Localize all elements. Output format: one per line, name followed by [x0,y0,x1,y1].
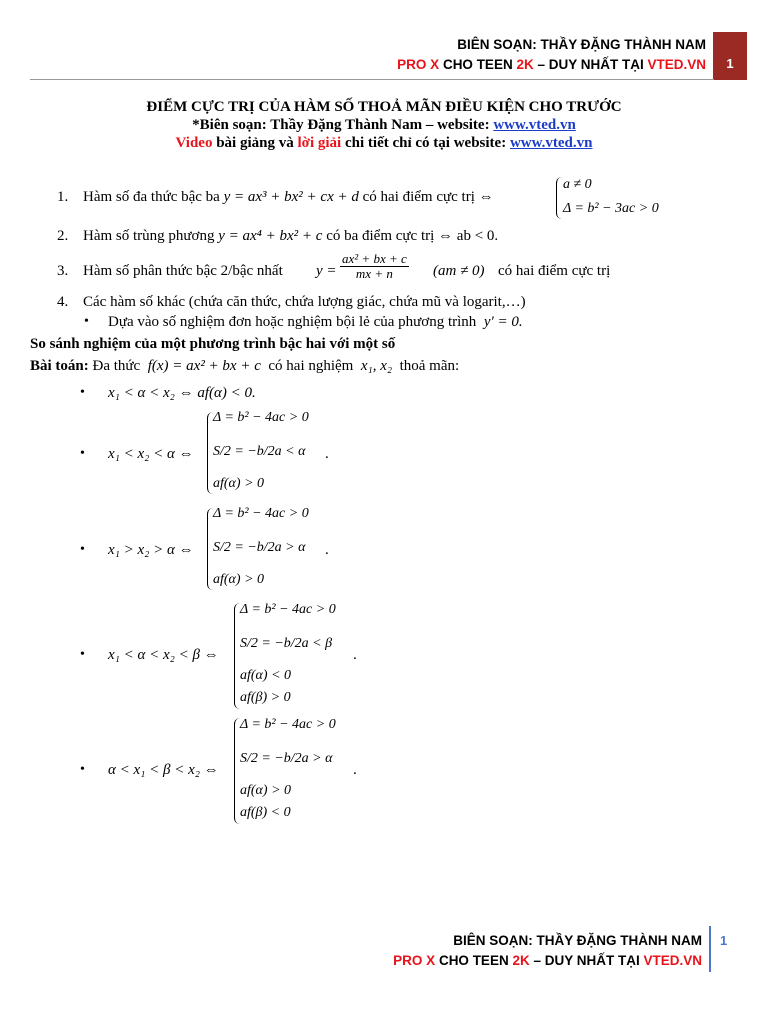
case-5-cond: Δ = b² − 4ac > 0 [240,717,336,732]
item-3-condition: (am ≠ 0) [433,263,485,279]
problem-statement: Bài toán: Đa thức f(x) = ax² + bx + c có hai nghiệm x₁, x₂ thoả mãn: [30,358,460,374]
bullet-icon: • [80,647,85,662]
item-1-cond-1: a ≠ 0 [563,177,592,192]
item-1-brace [556,177,562,219]
case-3-cond: S/2 = −b/2a > α [213,540,306,555]
website-link[interactable]: www.vted.vn [493,117,576,133]
case-3-cond: af(α) > 0 [213,572,265,587]
section-heading: So sánh nghiệm của một phương trình bậc hai với một số [30,336,396,352]
item-4-sub: Dựa vào số nghiệm đơn hoặc nghiệm bội lẻ của phương trình y′ = 0. [108,314,523,330]
header-page-number: 1 [726,56,734,71]
item-2: Hàm số trùng phương y = ax⁴ + bx² + c có ba điểm cực trị ⇔ ab < 0. [83,228,499,244]
footer-tagline: PRO X CHO TEEN 2K – DUY NHẤT TẠI VTED.VN [393,953,702,968]
case-2-cond: S/2 = −b/2a < α [213,444,306,459]
item-3-text: Hàm số phân thức bậc 2/bậc nhất [83,263,283,279]
case-1: x₁ < α < x₂ ⇔ af(α) < 0. [108,385,256,401]
case-4-cond: af(α) < 0 [240,668,292,683]
item-3-number: 3. [57,263,69,279]
case-3-cond: Δ = b² − 4ac > 0 [213,506,309,521]
footer-rule [709,926,711,972]
title-video-line: Video bài giảng và lời giải chi tiết chỉ có tại website: www.vted.vn [175,135,593,151]
case-5-lhs: α < x₁ < β < x₂ ⇔ [108,762,219,778]
item-4-number: 4. [57,294,69,310]
item-1-number: 1. [57,189,69,205]
case-5-period: . [353,762,357,778]
case-4-cond: af(β) > 0 [240,690,291,705]
item-3-fraction: $\frac{\text{ax² + bx + c}}{mx + n}$ [342,251,407,281]
case-4-period: . [353,647,357,663]
case-2-cond: af(α) > 0 [213,476,265,491]
website-link-2[interactable]: www.vted.vn [509,135,593,151]
bullet-icon: • [80,542,85,557]
title-author-line: *Biên soạn: Thầy Đặng Thành Nam – website: www.vted.vn [192,117,576,133]
case-2-period: . [325,446,329,462]
case-5-cond: af(β) < 0 [240,805,291,820]
case-4-cond: S/2 = −b/2a < β [240,636,333,651]
footer-page-number: 1 [720,933,728,948]
item-4-text: Các hàm số khác (chứa căn thức, chứa lượng giác, chứa mũ và logarit,…) [83,294,526,310]
case-2-lhs: x₁ < x₂ < α ⇔ [108,446,194,462]
header-tagline: PRO X CHO TEEN 2K – DUY NHẤT TẠI VTED.VN [397,57,706,72]
case-4-lhs: x₁ < α < x₂ < β ⇔ [108,647,219,663]
bullet-icon: • [80,446,85,461]
case-3-lhs: x₁ > x₂ > α ⇔ [108,542,194,558]
case-5-cond: S/2 = −b/2a > α [240,751,333,766]
item-3-y: y = [316,263,337,279]
header-rule [30,79,714,80]
footer-author: BIÊN SOẠN: THẦY ĐẶNG THÀNH NAM [453,933,702,948]
header-page-number-box [713,32,747,80]
header-author: BIÊN SOẠN: THẦY ĐẶNG THÀNH NAM [457,37,706,52]
item-2-number: 2. [57,228,69,244]
bullet-icon: • [80,762,85,777]
bullet-icon: • [80,385,85,400]
case-5-cond: af(α) > 0 [240,783,292,798]
bullet-icon: • [84,314,89,329]
case-2-cond: Δ = b² − 4ac > 0 [213,410,309,425]
page-title: ĐIỂM CỰC TRỊ CỦA HÀM SỐ THOẢ MÃN ĐIỀU KIỆN CHO TRƯỚC [146,99,622,115]
item-1: Hàm số đa thức bậc ba y = ax³ + bx² + cx + d có hai điểm cực trị ⇔ [83,189,494,205]
item-1-cond-2: Δ = b² − 3ac > 0 [563,201,659,216]
item-3-tail: có hai điểm cực trị [498,263,611,279]
case-3-period: . [325,542,329,558]
case-4-cond: Δ = b² − 4ac > 0 [240,602,336,617]
